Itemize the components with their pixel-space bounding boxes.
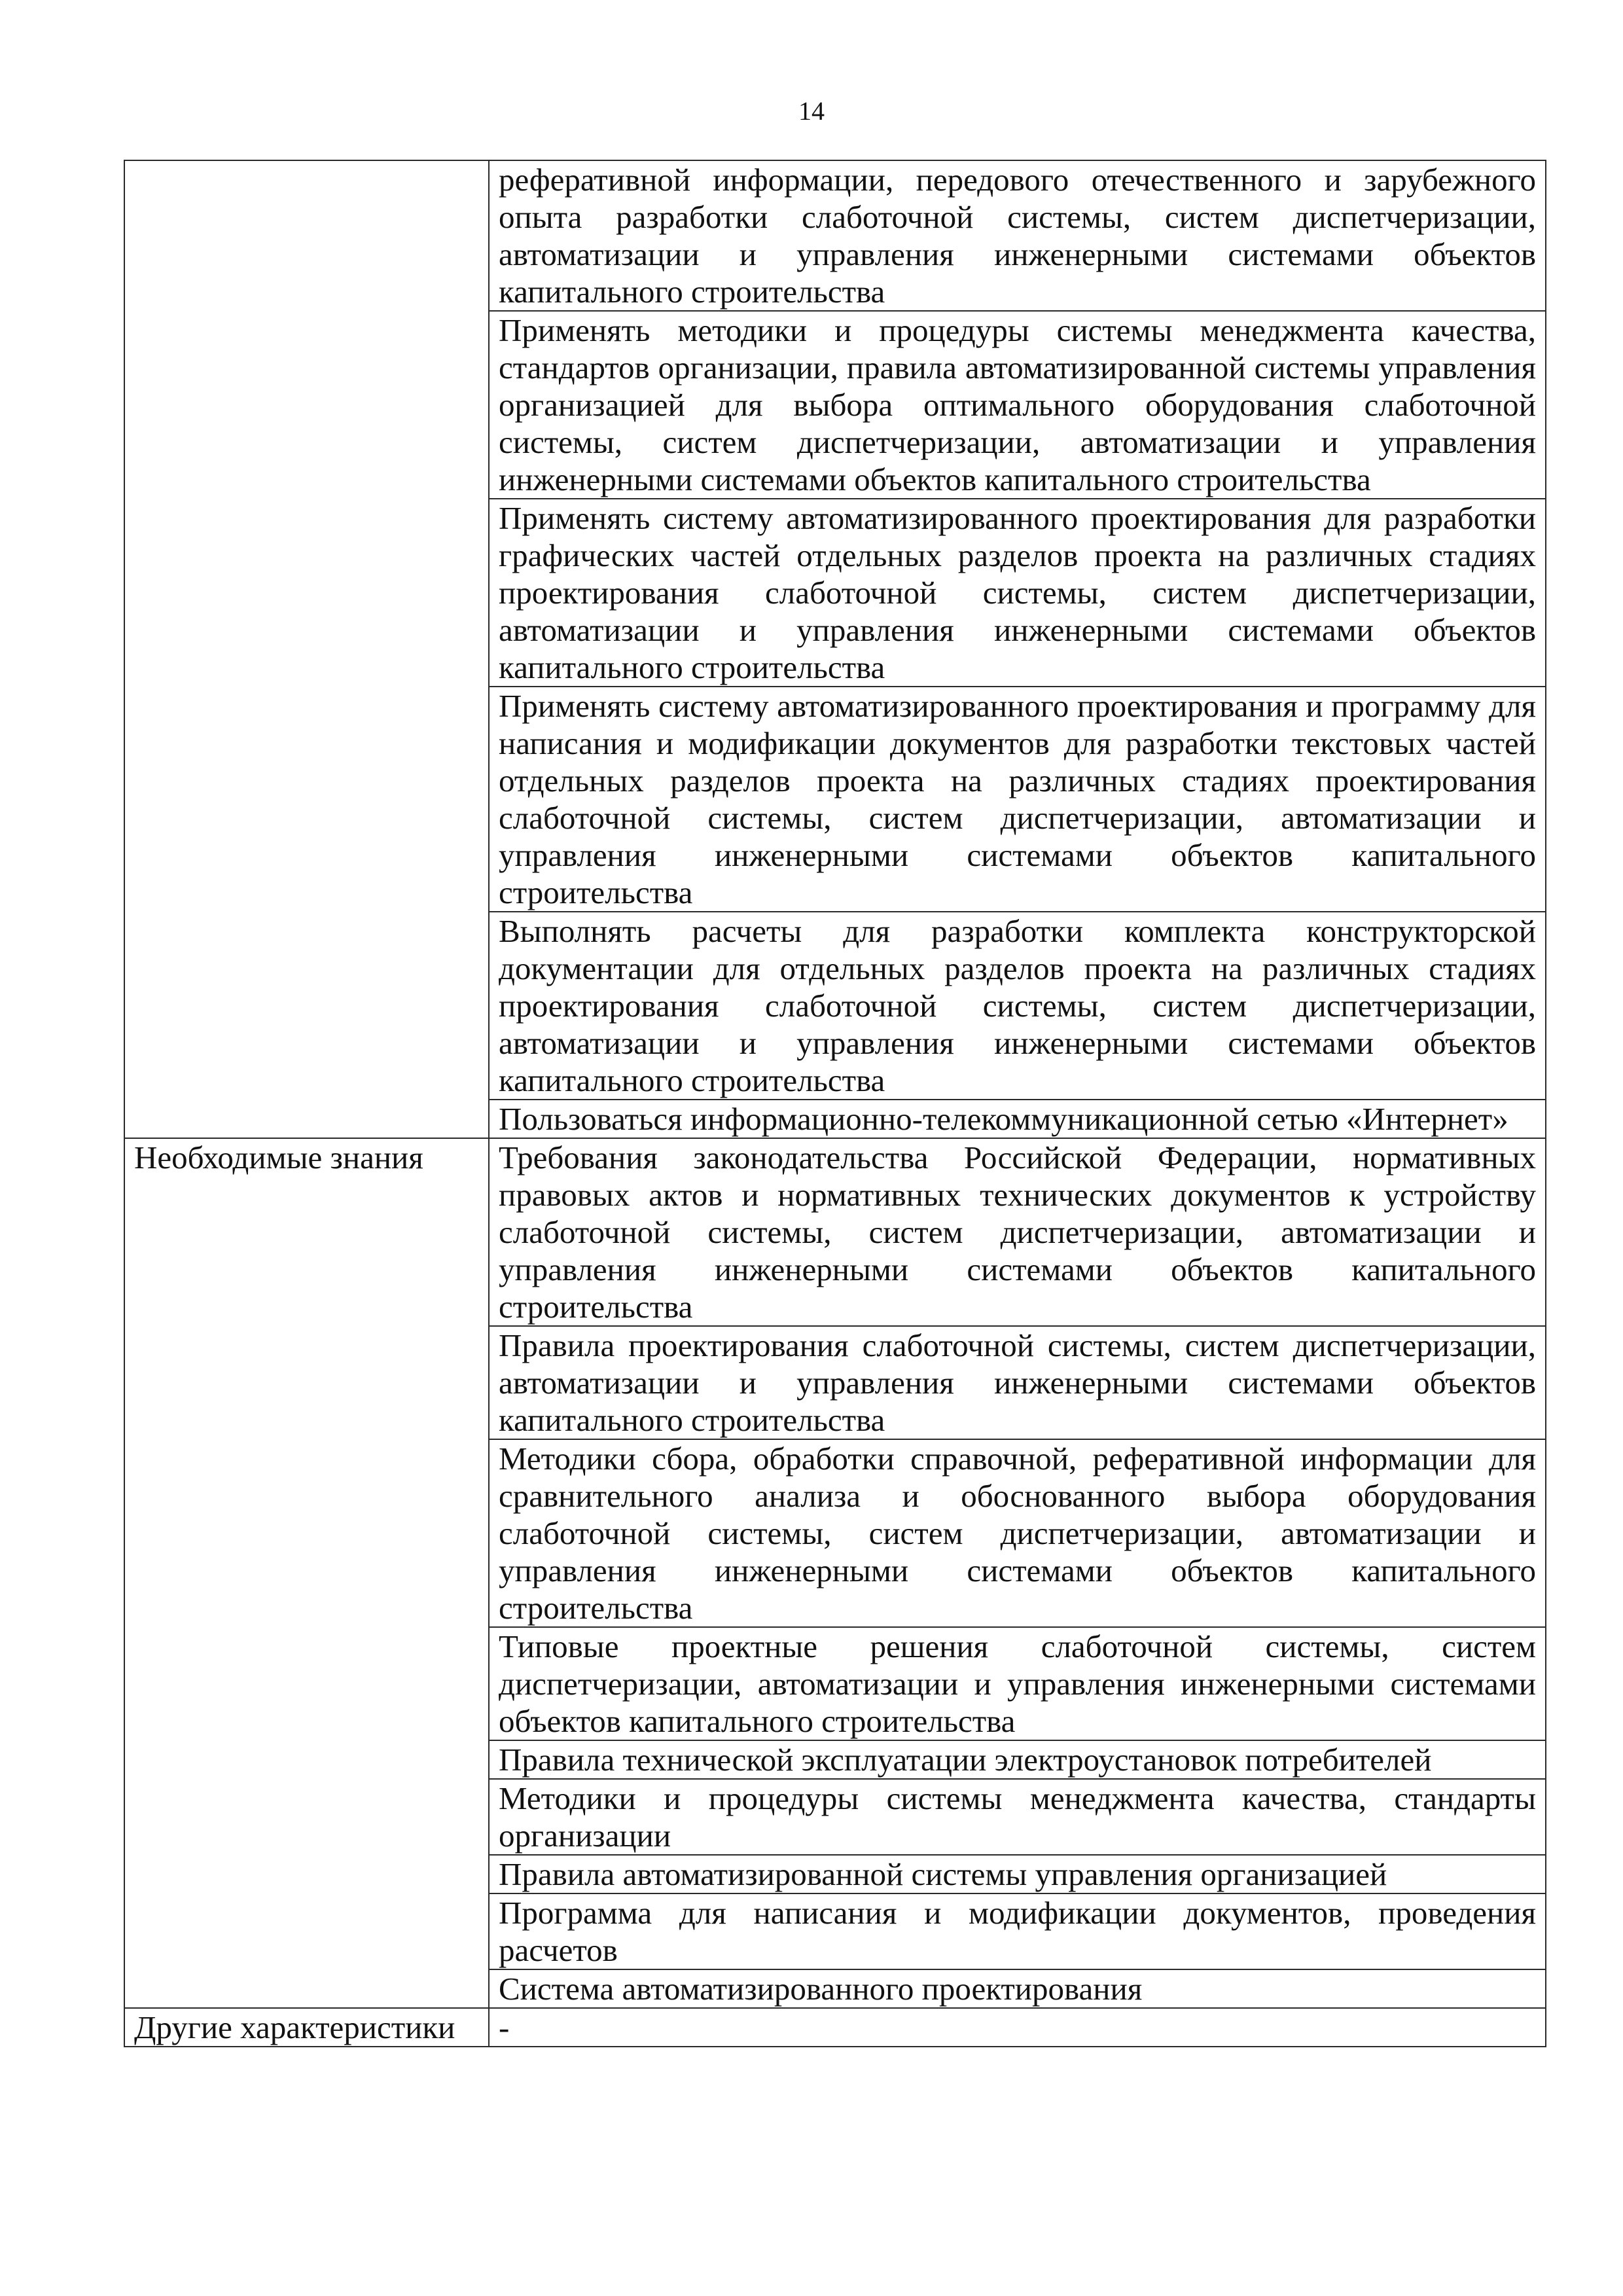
knowledge-item: Типовые проектные решения слаботочной системы, систем диспетчеризации, автоматизации и управления инженерными системами объектов капитального строительства bbox=[489, 1627, 1546, 1740]
table-row bbox=[124, 1138, 1546, 1326]
knowledge-item: Требования законодательства Российской Федерации, нормативных правовых актов и нормативных технических документов к устройству слаботочной системы, систем диспетчеризации, автоматизации и управления инженерными системами объектов капитального строительства bbox=[489, 1138, 1546, 1326]
knowledge-item: Программа для написания и модификации документов, проведения расчетов bbox=[489, 1893, 1546, 1969]
knowledge-item: Методики и процедуры системы менеджмента качества, стандарты организации bbox=[489, 1779, 1546, 1855]
skills-label-cell bbox=[124, 160, 489, 1138]
knowledge-item: Правила технической эксплуатации электроустановок потребителей bbox=[489, 1740, 1546, 1779]
skill-item: Применять методики и процедуры системы менеджмента качества, стандартов организации, правила автоматизированной системы управления организацией для выбора оптимального оборудования слаботочной системы, систем диспетчеризации, автоматизации и управления инженерными системами объектов капитального строительства bbox=[489, 311, 1546, 499]
page-number: 14 bbox=[798, 96, 825, 126]
other-characteristics-label: Другие характеристики bbox=[124, 2008, 489, 2047]
knowledge-item: Правила проектирования слаботочной системы, систем диспетчеризации, автоматизации и управления инженерными системами объектов капитального строительства bbox=[489, 1326, 1546, 1439]
skill-item: Применять систему автоматизированного проектирования и программу для написания и модификации документов для разработки текстовых частей отдельных разделов проекта на различных стадиях проектирования слаботочной системы, систем диспетчеризации, автоматизации и управления инженерными системами объектов капитального строительства bbox=[489, 687, 1546, 912]
knowledge-item: Система автоматизированного проектирования bbox=[489, 1969, 1546, 2008]
knowledge-label: Необходимые знания bbox=[124, 1138, 489, 2008]
skill-item: реферативной информации, передового отечественного и зарубежного опыта разработки слаботочной системы, систем диспетчеризации, автоматизации и управления инженерными системами объектов капитального строительства bbox=[489, 160, 1546, 311]
table-row bbox=[124, 2008, 1546, 2047]
knowledge-item: Правила автоматизированной системы управления организацией bbox=[489, 1855, 1546, 1893]
skill-item: Применять систему автоматизированного проектирования для разработки графических частей отдельных разделов проекта на различных стадиях проектирования слаботочной системы, систем диспетчеризации, автоматизации и управления инженерными системами объектов капитального строительства bbox=[489, 499, 1546, 687]
table-row bbox=[124, 160, 1546, 311]
skill-item: Пользоваться информационно-телекоммуникационной сетью «Интернет» bbox=[489, 1100, 1546, 1138]
other-characteristics-value: - bbox=[489, 2008, 1546, 2047]
knowledge-item: Методики сбора, обработки справочной, реферативной информации для сравнительного анализа и обоснованного выбора оборудования слаботочной системы, систем диспетчеризации, автоматизации и управления инженерными системами объектов капитального строительства bbox=[489, 1439, 1546, 1627]
skill-item: Выполнять расчеты для разработки комплекта конструкторской документации для отдельных разделов проекта на различных стадиях проектирования слаботочной системы, систем диспетчеризации, автоматизации и управления инженерными системами объектов капитального строительства bbox=[489, 912, 1546, 1100]
requirements-table bbox=[124, 160, 1546, 2047]
